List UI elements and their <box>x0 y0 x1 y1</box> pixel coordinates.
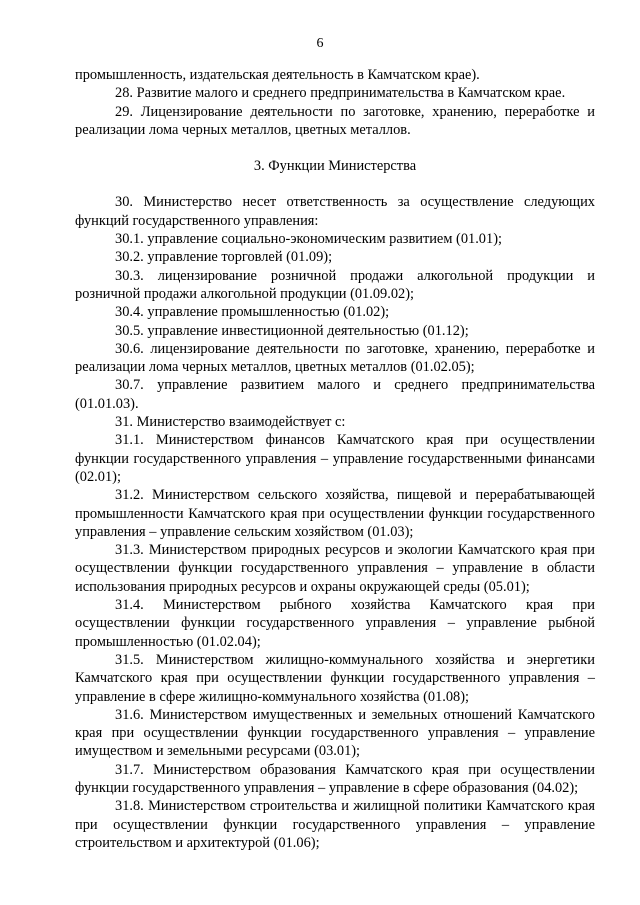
paragraph-28: 28. Развитие малого и среднего предпринимательства в Камчатском крае. <box>115 85 566 102</box>
paragraph-31-6: 31.6. Министерством имущественных и земельных отношений Камчатского края при осуществлении функции государственного управления – управление имуществом и земельными ресурсами (03.01); <box>75 706 595 760</box>
paragraph-30-5: 30.5. управление инвестиционной деятельностью (01.12); <box>115 322 469 339</box>
paragraph-30-6: 30.6. лицензирование деятельности по заготовке, хранению, переработке и реализации лома черных металлов, цветных металлов (01.02.05); <box>75 340 595 376</box>
paragraph-30-2: 30.2. управление торговлей (01.09); <box>115 249 333 266</box>
paragraph-31: 31. Министерство взаимодействует с: <box>115 414 346 431</box>
paragraph-30-3: 30.3. лицензирование розничной продажи алкогольной продукции и розничной продажи алкогольной продукции (01.09.02); <box>75 267 595 302</box>
paragraph-29: 29. Лицензирование деятельности по заготовке, хранению, переработке и реализации лома черных металлов, цветных металлов. <box>75 103 595 138</box>
paragraph-31-5: 31.5. Министерством жилищно-коммунального хозяйства и энергетики Камчатского края при осуществлении функции государственного управления – управление в сфере жилищно-коммунального хозяйства (01.08); <box>75 651 595 705</box>
section-heading: 3. Функции Министерства <box>253 158 417 175</box>
paragraph-31-8: 31.8. Министерством строительства и жилищной политики Камчатского края при осуществлении функции государственного управления – управление строительством и архитектурой (01.06); <box>75 798 595 851</box>
paragraph-31-3: 31.3. Министерством природных ресурсов и экологии Камчатского края при осуществлении функции государственного управления – управление в области использования природных ресурсов и охраны окружающей среды (05.01); <box>75 542 595 595</box>
page-number: 6 <box>316 36 324 51</box>
document-body <box>75 66 595 852</box>
paragraph-continuation: промышленность, издательская деятельность в Камчатском крае). <box>75 67 480 83</box>
paragraph-31-7: 31.7. Министерством образования Камчатского края при осуществлении функции государственного управления – управление в сфере образования (04.02); <box>75 761 595 796</box>
paragraph-31-4: 31.4. Министерством рыбного хозяйства Камчатского края при осуществлении функции государственного управления – управление рыбной промышленностью (01.02.04); <box>75 597 595 650</box>
paragraph-30-1: 30.1. управление социально-экономическим развитием (01.01); <box>115 231 502 248</box>
paragraph-30-4: 30.4. управление промышленностью (01.02); <box>115 304 390 321</box>
paragraph-30-7: 30.7. управление развитием малого и среднего предпринимательства (01.01.03). <box>75 377 595 412</box>
paragraph-30: 30. Министерство несет ответственность за осуществление следующих функций государственного управления: <box>75 194 595 229</box>
paragraph-31-1: 31.1. Министерством финансов Камчатского края при осуществлении функции государственного управления – управление государственными финансами (02.01); <box>75 432 595 485</box>
paragraph-31-2: 31.2. Министерством сельского хозяйства, пищевой и перерабатывающей промышленности Камчатского края при осуществлении функции государственного управления – управление сельским хозяйством (01.03); <box>75 487 595 540</box>
